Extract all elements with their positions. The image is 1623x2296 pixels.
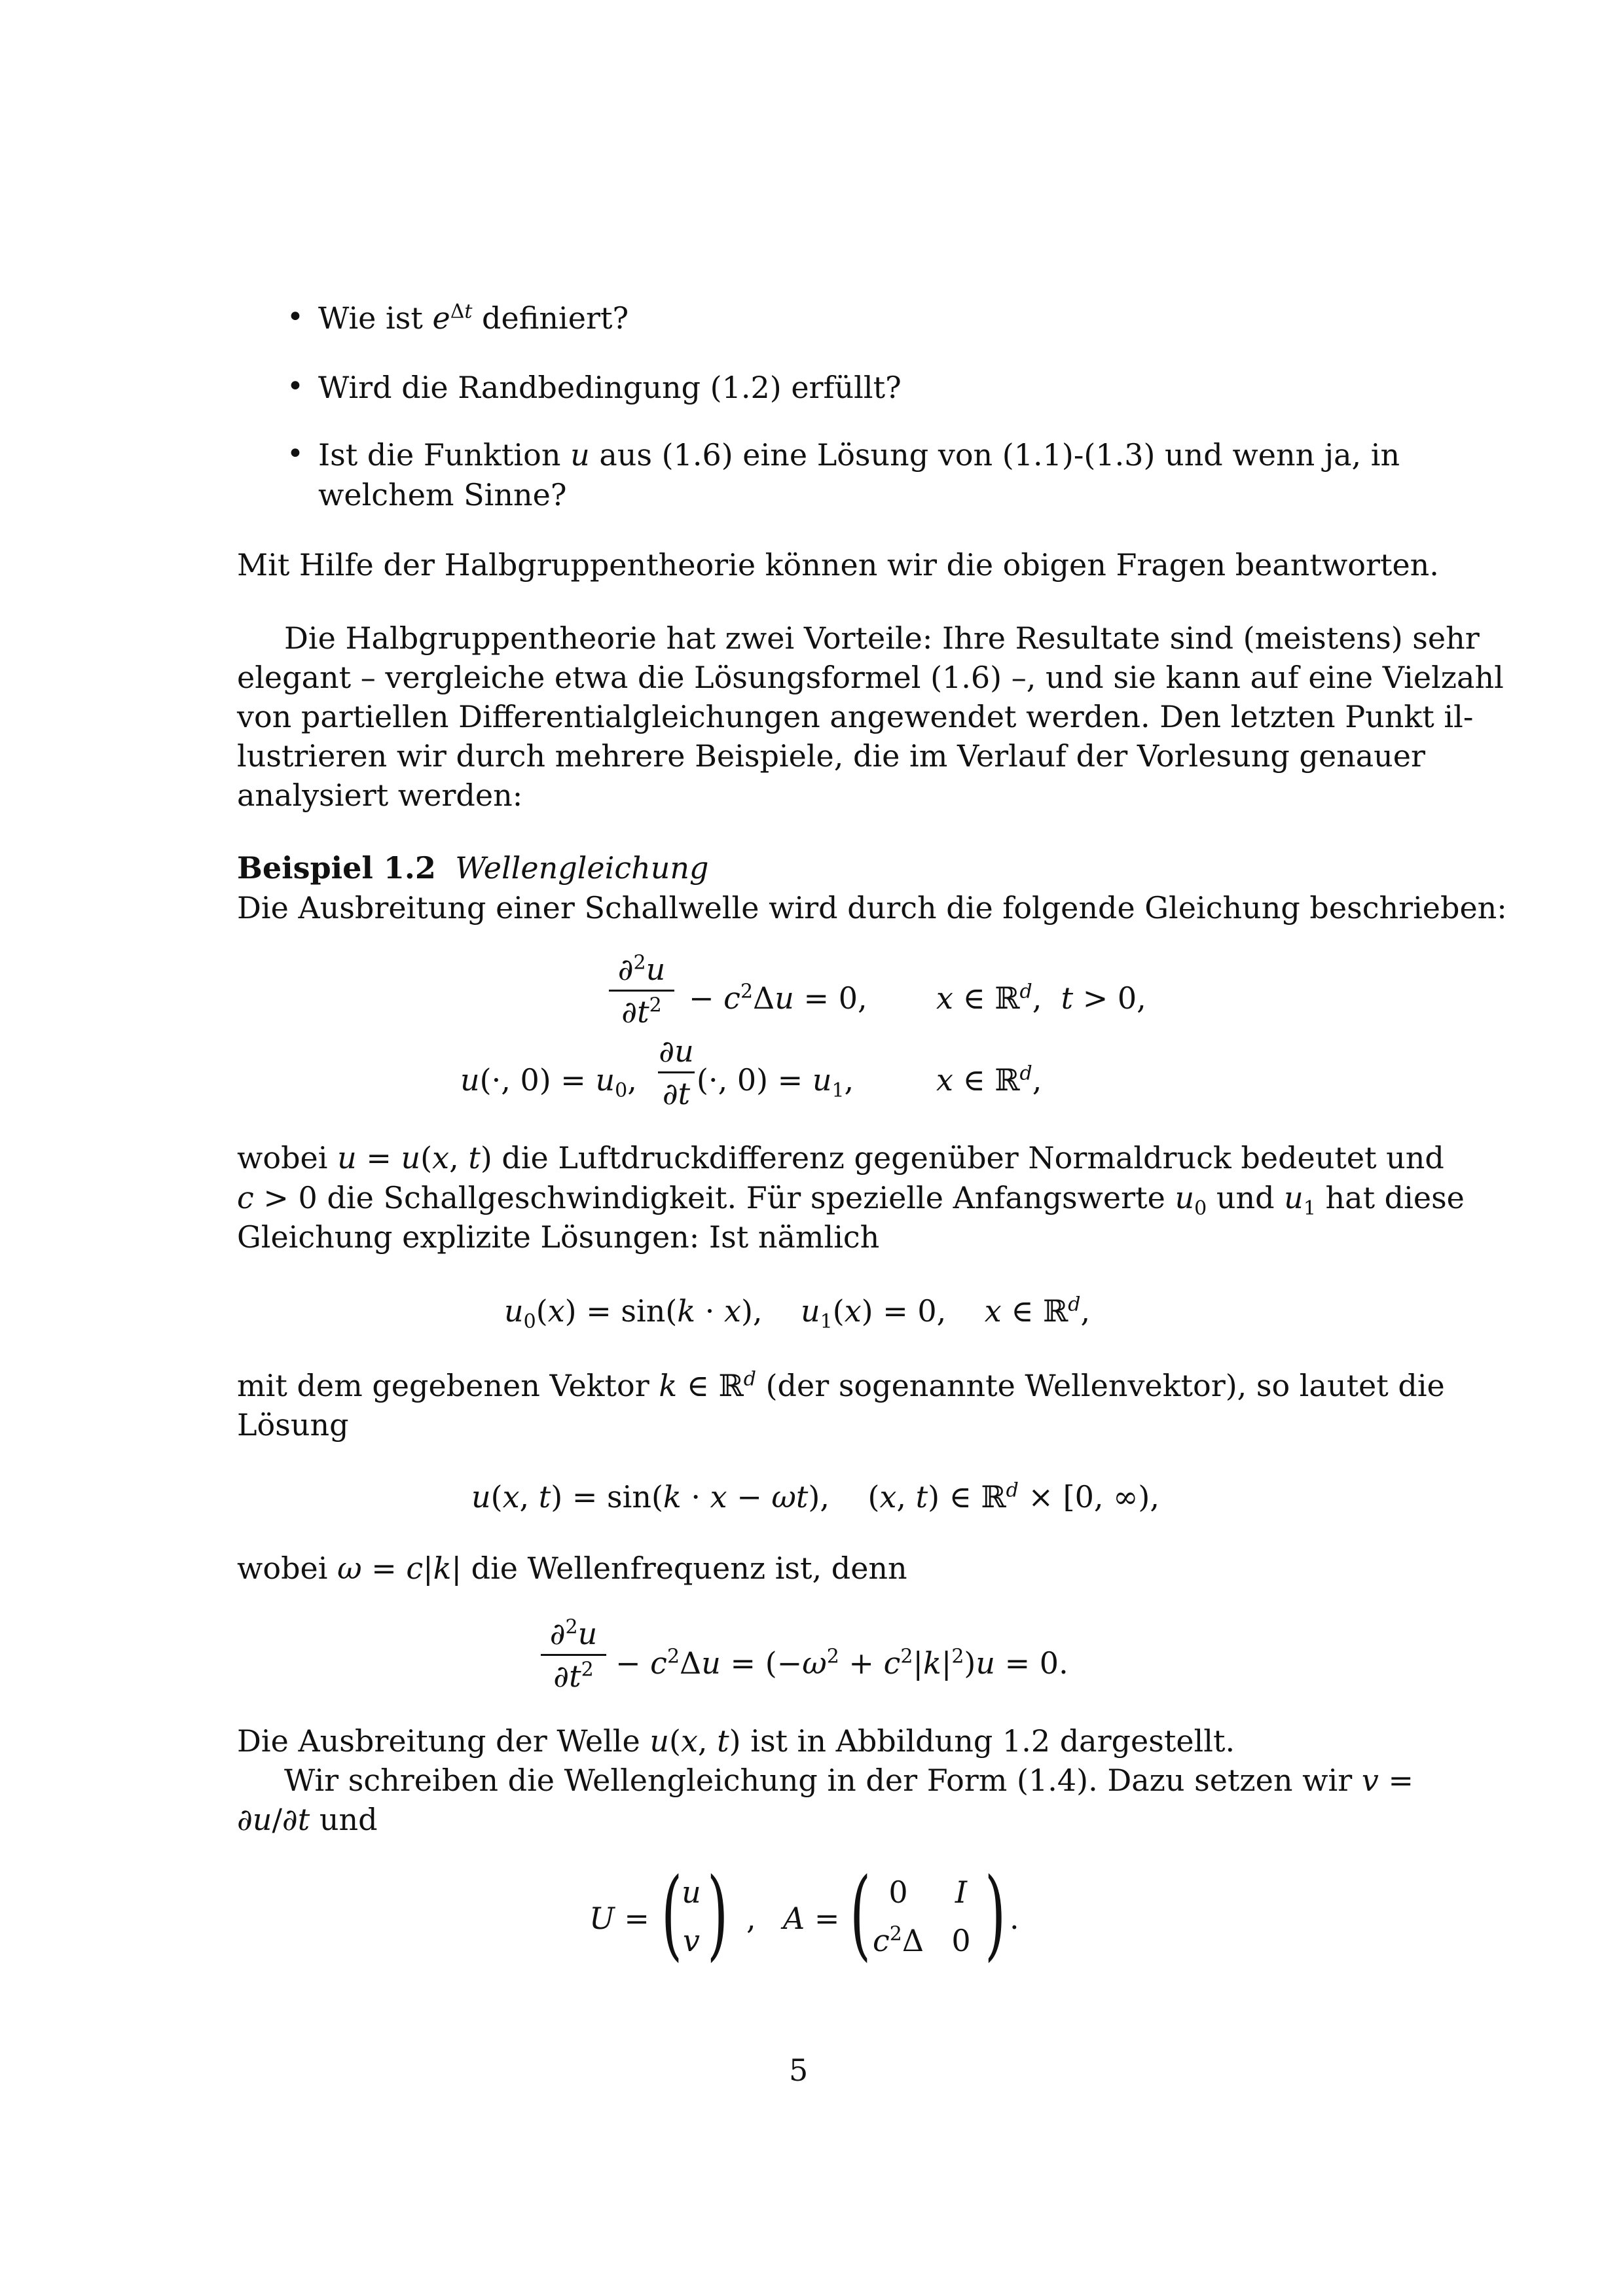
eq5-A-right-paren: )	[985, 1857, 1006, 1971]
paragraph-4-line-2: Lösung	[237, 1407, 349, 1443]
paragraph-2-line-1: Die Halbgruppentheorie hat zwei Vorteile: Ihre Resultate sind (meistens) sehr	[284, 620, 1480, 656]
paragraph-3-line-2: c > 0 die Schallgeschwindigkeit. Für spezielle Anfangswerte $u_0$ und $u_1$ hat diese	[237, 1180, 1465, 1221]
eq5-U-right-paren: )	[707, 1857, 729, 1971]
eq1-d2u-dt2-fraction: ∂$^2$u $\partial t^2$	[609, 954, 674, 1027]
eq1-line2-rest: (·, $0) = u_1$,	[697, 1062, 854, 1103]
bullet-item-3-line-2: welchem Sinne?	[318, 477, 567, 512]
eq1-line2-domain: x ∈ ℝ$^d$,	[936, 1062, 1042, 1098]
eq5-U-label: U =	[589, 1901, 649, 1936]
page-number: 5	[789, 2053, 809, 2088]
paragraph-2-line-5: analysiert werden:	[237, 778, 523, 813]
eq5-comma: ,	[746, 1901, 756, 1936]
bullet-item-1: Wie ist $e^{\Delta t}$ definiert?	[318, 300, 629, 336]
paragraph-2-line-2: elegant – vergleiche etwa die Lösungsformel (1.6) –, und sie kann auf eine Vielzahl	[237, 660, 1504, 695]
bullet-icon: •	[287, 370, 304, 403]
paragraph-1: Mit Hilfe der Halbgruppentheorie können wir die obigen Fragen beantworten.	[237, 547, 1439, 583]
eq5-A-entry-22: 0	[951, 1923, 971, 1958]
example-intro: Die Ausbreitung einer Schallwelle wird durch die folgende Gleichung beschrieben:	[237, 890, 1507, 925]
eq5-U-entry-u: u	[682, 1874, 701, 1910]
paragraph-7-line-2: ∂u/∂t und	[237, 1802, 378, 1837]
eq1-line1-domain: x ∈ ℝ$^d$, t > 0,	[936, 980, 1146, 1016]
eq1-du-dt-fraction: ∂u ∂t	[659, 1033, 694, 1111]
eq1-line1-rest: − $c^2\Delta u = 0$,	[689, 980, 867, 1016]
eq3: u(x, t) = sin(k · x − ωt), (x, t) ∈ ℝ$^d$ × [0, ∞),	[471, 1479, 1159, 1515]
bullet-item-3-line-1: Ist die Funktion u aus (1.6) eine Lösung von (1.1)-(1.3) und wenn ja, in	[318, 437, 1400, 473]
eq5-A-entry-12: I	[955, 1874, 968, 1910]
eq5-A-entry-11: 0	[888, 1874, 908, 1910]
paragraph-6: Die Ausbreitung der Welle u(x, t) ist in Abbildung 1.2 dargestellt.	[237, 1723, 1235, 1759]
eq5-A-left-paren: (	[850, 1857, 871, 1971]
paragraph-7-line-1: Wir schreiben die Wellengleichung in der Form (1.4). Dazu setzen wir v =	[284, 1763, 1413, 1798]
paragraph-5: wobei ω = c|k| die Wellenfrequenz ist, denn	[237, 1551, 907, 1586]
paragraph-2-line-3: von partiellen Differentialgleichungen angewendet werden. Den letzten Punkt il-	[237, 699, 1474, 734]
eq2: $u_0(x) = \sin(k \cdot x)$, $u_1(x) = 0$, x ∈ ℝ$^d$,	[504, 1293, 1091, 1334]
example-heading	[237, 850, 709, 886]
eq4-d2u-dt2-fraction: ∂$^2$u $\partial t^2$	[541, 1619, 606, 1691]
eq5-A-label: A =	[783, 1901, 840, 1936]
eq4-rest: − $c^2\Delta u = (-\omega^2 + c^2|k|^2)u = 0$.	[615, 1645, 1068, 1681]
eq5-A-entry-21: $c^2\Delta$	[872, 1922, 924, 1958]
bullet-icon: •	[287, 300, 304, 334]
eq5-period: .	[1010, 1901, 1019, 1936]
example-label: Beispiel 1.2	[237, 850, 436, 886]
eq5-U-left-paren: (	[661, 1857, 683, 1971]
bullet-icon: •	[287, 437, 304, 471]
paragraph-3-line-3: Gleichung explizite Lösungen: Ist nämlich	[237, 1219, 880, 1255]
example-title: Wellengleichung	[455, 850, 709, 886]
paragraph-3-line-1: wobei u = u(x, t) die Luftdruckdifferenz gegenüber Normaldruck bedeutet und	[237, 1140, 1444, 1175]
eq1-line2-lhs: u(·, $0) = u_0$,	[460, 1062, 637, 1103]
paragraph-2-line-4: lustrieren wir durch mehrere Beispiele, die im Verlauf der Vorlesung genauer	[237, 738, 1425, 774]
eq5-U-entry-v: v	[683, 1923, 700, 1958]
bullet-item-2: Wird die Randbedingung (1.2) erfüllt?	[318, 370, 902, 405]
paragraph-4-line-1: mit dem gegebenen Vektor k ∈ ℝ$^d$ (der sogenannte Wellenvektor), so lautet die	[237, 1367, 1445, 1403]
